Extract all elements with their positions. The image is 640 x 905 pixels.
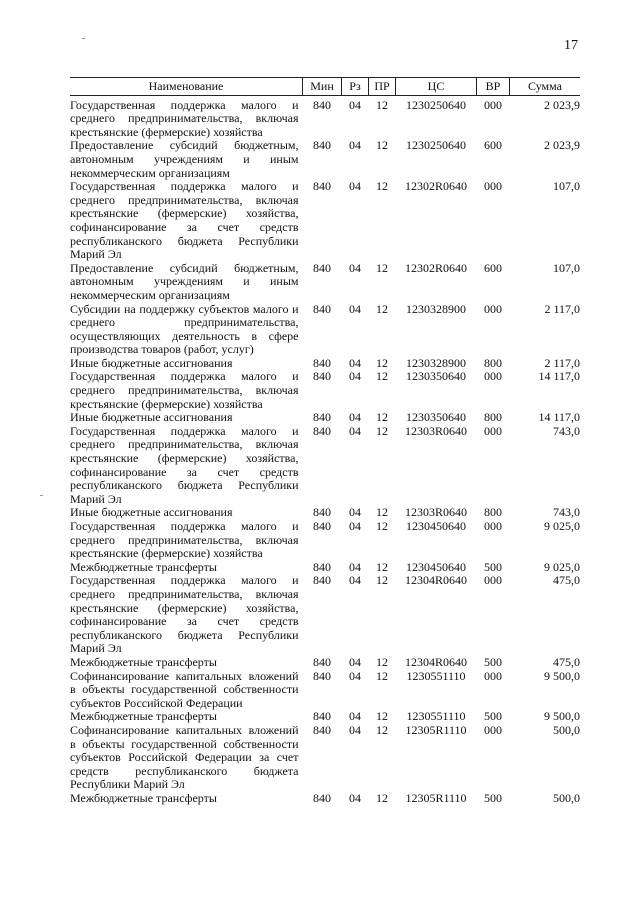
cell-rz: 04: [349, 722, 361, 737]
cell-sum: 475,0: [553, 654, 580, 669]
cell-min: 840: [313, 301, 331, 316]
column-header-name: Наименование: [70, 78, 303, 96]
column-header-pr: ПР: [369, 78, 396, 96]
page-number: 17: [564, 38, 578, 53]
cell-pr: 12: [376, 355, 388, 370]
cell-sum: 2 117,0: [544, 355, 580, 370]
cell-pr: 12: [376, 519, 388, 533]
table-row: [70, 506, 580, 520]
cell-name: Межбюджетные трансферты: [70, 709, 217, 724]
cell-pr: 12: [376, 505, 388, 520]
cell-sum: 475,0: [553, 573, 580, 588]
cell-vr: 800: [484, 355, 502, 370]
table-header: [70, 78, 580, 96]
cell-min: 840: [313, 260, 331, 275]
cell-min: 840: [313, 97, 331, 112]
cell-pr: 12: [376, 722, 388, 737]
cell-cs: 12303R0640: [404, 505, 467, 520]
cell-name: Иные бюджетные ассигнования: [70, 355, 233, 370]
cell-name: Субсидии на поддержку субъектов малого и среднего предпринимательства, осуществляющих деятельность в сфере производства товаров (работ, услуг): [70, 301, 299, 357]
cell-sum: 14 117,0: [538, 410, 580, 425]
cell-cs: 12305R1110: [405, 790, 467, 805]
cell-min: 840: [313, 722, 331, 737]
table-row: [70, 303, 580, 357]
cell-min: 840: [313, 519, 331, 533]
cell-name: Иные бюджетные ассигнования: [70, 505, 233, 520]
cell-vr: 600: [484, 260, 502, 275]
cell-sum: 9 500,0: [544, 709, 580, 724]
cell-min: 840: [313, 179, 331, 194]
cell-sum: 500,0: [553, 722, 580, 737]
cell-rz: 04: [349, 505, 361, 520]
cell-sum: 107,0: [553, 179, 580, 194]
column-header-cs: ЦС: [396, 78, 477, 96]
cell-vr: 500: [484, 790, 502, 805]
table-row: [70, 411, 580, 425]
cell-vr: 000: [484, 97, 502, 112]
cell-pr: 12: [376, 369, 388, 384]
cell-rz: 04: [349, 573, 361, 588]
table-row: [70, 710, 580, 724]
cell-vr: 800: [484, 505, 502, 520]
cell-rz: 04: [349, 260, 361, 275]
cell-vr: 500: [484, 654, 502, 669]
cell-min: 840: [313, 654, 331, 669]
cell-cs: 12302R0640: [404, 260, 467, 275]
cell-cs: 12302R0640: [404, 179, 467, 194]
cell-min: 840: [313, 559, 331, 574]
cell-vr: 500: [484, 559, 502, 574]
cell-min: 840: [313, 505, 331, 520]
cell-rz: 04: [349, 709, 361, 724]
cell-sum: 9 500,0: [544, 668, 580, 683]
table-row: [70, 656, 580, 670]
cell-name: Софинансирование капитальных вложений в объекты государственной собственности субъектов Российской Федерации: [70, 668, 299, 710]
cell-rz: 04: [349, 423, 361, 438]
cell-name: Межбюджетные трансферты: [70, 790, 217, 805]
cell-name: Государственная поддержка малого и среднего предпринимательства, включая крестьянские (фермерские) хозяйства, софинансирование за счет средств республиканского бюджета Республики Марий Эл: [70, 179, 299, 262]
column-header-rz: Рз: [342, 78, 369, 96]
cell-min: 840: [313, 668, 331, 683]
cell-cs: 12305R1110: [405, 722, 467, 737]
scan-speck: [82, 38, 85, 39]
table-row: [70, 357, 580, 371]
cell-pr: 12: [376, 179, 388, 194]
cell-vr: 000: [484, 369, 502, 384]
cell-cs: 1230450640: [406, 519, 466, 533]
cell-name: Предоставление субсидий бюджетным, автономным учреждениям и иным некоммерческим организациям: [70, 138, 299, 180]
cell-name: Межбюджетные трансферты: [70, 559, 217, 574]
cell-min: 840: [313, 369, 331, 384]
cell-sum: 2 023,9: [544, 138, 580, 153]
cell-name: Софинансирование капитальных вложений в объекты государственной собственности субъектов Российской Федерации за счет средств республиканского бюджета Республики Марий Эл: [70, 722, 299, 792]
cell-name: Государственная поддержка малого и среднего предпринимательства, включая крестьянские (фермерские) хозяйства: [70, 519, 299, 561]
header-row: [70, 78, 580, 96]
cell-vr: 800: [484, 410, 502, 425]
cell-pr: 12: [376, 709, 388, 724]
table-row: [70, 370, 580, 411]
cell-cs: 1230350640: [406, 369, 466, 384]
cell-sum: 2 023,9: [544, 97, 580, 112]
cell-pr: 12: [376, 97, 388, 112]
cell-sum: 743,0: [553, 505, 580, 520]
cell-min: 840: [313, 410, 331, 425]
cell-vr: 000: [484, 301, 502, 316]
table-row: [70, 139, 580, 180]
cell-min: 840: [313, 790, 331, 805]
cell-name: Государственная поддержка малого и среднего предпринимательства, включая крестьянские (фермерские) хозяйства: [70, 369, 299, 411]
cell-cs: 1230551110: [406, 709, 466, 724]
cell-rz: 04: [349, 179, 361, 194]
cell-vr: 000: [484, 179, 502, 194]
cell-rz: 04: [349, 668, 361, 683]
cell-name: Государственная поддержка малого и среднего предпринимательства, включая крестьянские (фермерские) хозяйства, софинансирование за счет средств республиканского бюджета Республики Марий Эл: [70, 423, 299, 506]
cell-rz: 04: [349, 519, 361, 533]
cell-name: Межбюджетные трансферты: [70, 654, 217, 669]
cell-rz: 04: [349, 654, 361, 669]
cell-cs: 1230250640: [406, 138, 466, 153]
cell-min: 840: [313, 573, 331, 588]
cell-rz: 04: [349, 355, 361, 370]
cell-rz: 04: [349, 559, 361, 574]
column-header-vr: ВР: [477, 78, 510, 96]
cell-cs: 1230551110: [406, 668, 466, 683]
cell-vr: 000: [484, 519, 502, 533]
cell-rz: 04: [349, 97, 361, 112]
cell-pr: 12: [376, 423, 388, 438]
cell-name: Государственная поддержка малого и среднего предпринимательства, включая крестьянские (фермерские) хозяйства: [70, 97, 299, 139]
cell-pr: 12: [376, 410, 388, 425]
cell-cs: 1230250640: [406, 97, 466, 112]
table-row: [70, 95, 580, 139]
cell-cs: 1230328900: [406, 355, 466, 370]
cell-vr: 000: [484, 722, 502, 737]
table-body: [70, 95, 580, 805]
cell-vr: 000: [484, 668, 502, 683]
table-row: [70, 670, 580, 711]
cell-sum: 14 117,0: [538, 369, 580, 384]
cell-pr: 12: [376, 668, 388, 683]
cell-pr: 12: [376, 573, 388, 588]
cell-min: 840: [313, 355, 331, 370]
table-row: [70, 520, 580, 561]
cell-pr: 12: [376, 559, 388, 574]
cell-cs: 12303R0640: [404, 423, 467, 438]
cell-vr: 000: [484, 423, 502, 438]
cell-vr: 000: [484, 573, 502, 588]
cell-cs: 1230328900: [406, 301, 466, 316]
cell-sum: 500,0: [553, 790, 580, 805]
cell-sum: 2 117,0: [544, 301, 580, 316]
cell-rz: 04: [349, 369, 361, 384]
cell-pr: 12: [376, 654, 388, 669]
cell-sum: 9 025,0: [544, 559, 580, 574]
scan-speck: [40, 495, 43, 496]
cell-cs: 12304R0640: [404, 654, 467, 669]
table-row: [70, 425, 580, 507]
table-row: [70, 574, 580, 656]
cell-pr: 12: [376, 790, 388, 805]
table-row: [70, 724, 580, 792]
cell-rz: 04: [349, 138, 361, 153]
cell-cs: 1230450640: [406, 559, 466, 574]
table-row: [70, 262, 580, 303]
cell-rz: 04: [349, 410, 361, 425]
budget-table: [70, 77, 580, 805]
cell-sum: 107,0: [553, 260, 580, 275]
cell-name: Иные бюджетные ассигнования: [70, 410, 233, 425]
cell-min: 840: [313, 709, 331, 724]
column-header-sum: Сумма: [510, 78, 581, 96]
table-row: [70, 180, 580, 262]
cell-name: Предоставление субсидий бюджетным, автономным учреждениям и иным некоммерческим организациям: [70, 260, 299, 302]
cell-pr: 12: [376, 138, 388, 153]
cell-min: 840: [313, 138, 331, 153]
cell-cs: 12304R0640: [404, 573, 467, 588]
cell-rz: 04: [349, 301, 361, 316]
cell-rz: 04: [349, 790, 361, 805]
cell-pr: 12: [376, 301, 388, 316]
table-row: [70, 792, 580, 806]
cell-name: Государственная поддержка малого и среднего предпринимательства, включая крестьянские (фермерские) хозяйства, софинансирование за счет средств республиканского бюджета Республики Марий Эл: [70, 573, 299, 656]
cell-cs: 1230350640: [406, 410, 466, 425]
table-row: [70, 561, 580, 575]
cell-vr: 600: [484, 138, 502, 153]
cell-min: 840: [313, 423, 331, 438]
cell-pr: 12: [376, 260, 388, 275]
cell-vr: 500: [484, 709, 502, 724]
cell-sum: 9 025,0: [544, 519, 580, 533]
column-header-min: Мин: [303, 78, 342, 96]
cell-sum: 743,0: [553, 423, 580, 438]
